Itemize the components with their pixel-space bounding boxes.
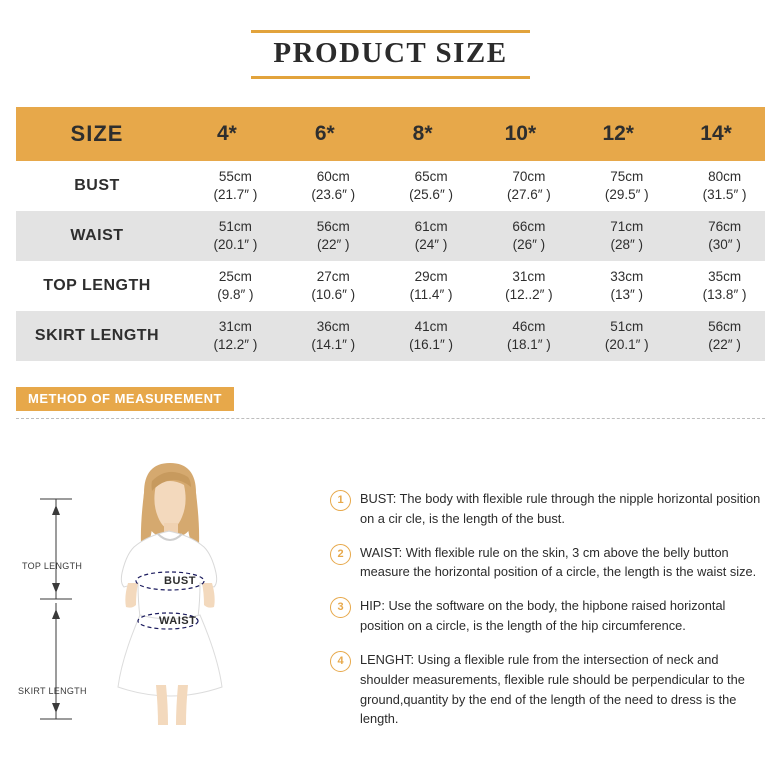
- cell-value-inch: (13.8″ ): [702, 287, 747, 302]
- cell-value-inch: (26″ ): [512, 237, 546, 252]
- cell-value-cm: 27cm: [316, 268, 350, 284]
- page-title-wrapper: [0, 0, 781, 79]
- cell-value-inch: (18.1″ ): [507, 337, 551, 352]
- list-item: [330, 543, 765, 583]
- size-table-body: [16, 161, 765, 361]
- cell-value-inch: (20.1″ ): [604, 337, 649, 352]
- cell-waist-14: [667, 211, 765, 261]
- size-table-wrapper: [16, 107, 765, 361]
- cell-value-inch: (16.1″ ): [409, 337, 453, 352]
- row-label-top-length: TOP LENGTH: [43, 277, 151, 294]
- header-col-3: 8*: [412, 122, 433, 145]
- list-item-number: 1: [330, 490, 351, 511]
- list-item-number: 3: [330, 597, 351, 618]
- page-title: PRODUCT SIZE: [251, 30, 529, 79]
- figure-label-bust: BUST: [164, 575, 196, 587]
- cell-value-cm: 76cm: [708, 218, 742, 234]
- cell-value-cm: 36cm: [316, 318, 350, 334]
- list-item-number: 2: [330, 544, 351, 565]
- cell-value-cm: 41cm: [414, 318, 448, 334]
- cell-value-inch: (31.5″ ): [702, 187, 747, 202]
- cell-value-cm: 61cm: [414, 218, 448, 234]
- cell-value-inch: (10.6″ ): [311, 287, 356, 302]
- cell-value-cm: 31cm: [512, 268, 546, 284]
- cell-value-cm: 25cm: [218, 268, 252, 284]
- figure-label-top-length: TOP LENGTH: [22, 561, 83, 571]
- cell-value-cm: 56cm: [708, 318, 742, 334]
- cell-value-cm: 65cm: [414, 168, 448, 184]
- cell-skirt-length-10: [471, 311, 569, 361]
- cell-value-inch: (24″ ): [414, 237, 448, 252]
- cell-waist-4: [178, 211, 276, 261]
- header-size: SIZE: [70, 121, 124, 146]
- cell-skirt-length-14: [667, 311, 765, 361]
- cell-value-inch: (12.2″ ): [213, 337, 258, 352]
- cell-bust-4: [178, 161, 276, 211]
- cell-value-cm: 66cm: [512, 218, 546, 234]
- measurement-figure-column: [16, 431, 316, 731]
- cell-value-cm: 70cm: [512, 168, 546, 184]
- cell-bust-8: [374, 161, 472, 211]
- cell-value-cm: 46cm: [512, 318, 546, 334]
- list-item-text: LENGHT: Using a flexible rule from the intersection of neck and shoulder measurements, flexible rule should be perpendicular to the ground,quantity by the end of the length of the need to dress is the length.: [360, 651, 745, 727]
- cell-top-length-14: [667, 261, 765, 311]
- cell-skirt-length-6: [276, 311, 374, 361]
- cell-bust-10: [471, 161, 569, 211]
- cell-bust-14: [667, 161, 765, 211]
- cell-top-length-10: [471, 261, 569, 311]
- measurement-figure: [16, 431, 316, 731]
- cell-bust-6: [276, 161, 374, 211]
- row-label-waist: WAIST: [70, 227, 124, 244]
- cell-value-cm: 35cm: [708, 268, 742, 284]
- cell-skirt-length-4: [178, 311, 276, 361]
- cell-value-cm: 75cm: [610, 168, 644, 184]
- header-col-6: 14*: [700, 122, 732, 145]
- cell-bust-12: [569, 161, 667, 211]
- divider: [16, 418, 765, 419]
- cell-top-length-4: [178, 261, 276, 311]
- table-row: [16, 161, 765, 211]
- cell-value-inch: (30″ ): [708, 237, 741, 252]
- cell-value-cm: 55cm: [218, 168, 252, 184]
- method-section-header: [16, 387, 765, 419]
- cell-value-inch: (11.4″ ): [409, 287, 453, 302]
- cell-value-cm: 60cm: [316, 168, 350, 184]
- cell-value-inch: (23.6″ ): [311, 187, 356, 202]
- cell-value-inch: (9.8″ ): [217, 287, 254, 302]
- cell-value-inch: (28″ ): [610, 237, 643, 252]
- cell-skirt-length-12: [569, 311, 667, 361]
- cell-waist-10: [471, 211, 569, 261]
- size-table: [16, 107, 765, 361]
- list-item: [330, 489, 765, 529]
- cell-top-length-6: [276, 261, 374, 311]
- cell-value-inch: (14.1″ ): [311, 337, 356, 352]
- cell-top-length-12: [569, 261, 667, 311]
- cell-value-inch: (12..2″ ): [505, 287, 553, 302]
- cell-value-cm: 31cm: [218, 318, 252, 334]
- list-item-text: HIP: Use the software on the body, the hipbone raised horizontal position on a circle, is the length of the hip circumference.: [360, 598, 726, 634]
- header-col-5: 12*: [602, 122, 634, 145]
- method-section-body: [16, 431, 765, 743]
- header-col-4: 10*: [504, 122, 537, 145]
- cell-value-inch: (29.5″ ): [604, 187, 649, 202]
- list-item-number: 4: [330, 651, 351, 672]
- cell-value-inch: (13″ ): [610, 287, 643, 302]
- measurement-instructions: [316, 431, 765, 743]
- list-item: [330, 596, 765, 636]
- cell-value-inch: (22″ ): [708, 337, 741, 352]
- cell-top-length-8: [374, 261, 472, 311]
- cell-value-cm: 71cm: [610, 218, 644, 234]
- cell-value-cm: 51cm: [218, 218, 252, 234]
- cell-waist-12: [569, 211, 667, 261]
- row-label-skirt-length: SKIRT LENGTH: [34, 327, 160, 344]
- table-row: [16, 211, 765, 261]
- cell-value-cm: 80cm: [708, 168, 742, 184]
- table-row: [16, 261, 765, 311]
- size-table-head: [16, 107, 765, 161]
- cell-waist-8: [374, 211, 472, 261]
- table-row: [16, 311, 765, 361]
- table-header-row: [16, 107, 765, 161]
- cell-value-inch: (21.7″ ): [213, 187, 258, 202]
- cell-value-inch: (22″ ): [316, 237, 350, 252]
- cell-value-cm: 51cm: [610, 318, 644, 334]
- cell-value-inch: (25.6″ ): [409, 187, 453, 202]
- list-item-text: WAIST: With flexible rule on the skin, 3 cm above the belly button measure the horizontal position of a circle, the length is the waist size.: [360, 544, 757, 580]
- cell-skirt-length-8: [374, 311, 472, 361]
- figure-label-waist: WAIST: [159, 615, 197, 627]
- cell-value-cm: 56cm: [316, 218, 350, 234]
- cell-value-cm: 29cm: [414, 268, 448, 284]
- row-label-bust: BUST: [74, 177, 120, 194]
- header-col-1: 4*: [216, 122, 237, 145]
- method-heading: METHOD OF MEASUREMENT: [16, 387, 234, 411]
- cell-value-cm: 33cm: [610, 268, 644, 284]
- header-col-2: 6*: [314, 122, 335, 145]
- list-item: [330, 650, 765, 729]
- list-item-text: BUST: The body with flexible rule through the nipple horizontal position on a cir cle, is the length of the bust.: [360, 491, 761, 526]
- cell-value-inch: (27.6″ ): [507, 187, 551, 202]
- cell-value-inch: (20.1″ ): [213, 237, 258, 252]
- figure-label-skirt-length: SKIRT LENGTH: [18, 686, 87, 696]
- cell-waist-6: [276, 211, 374, 261]
